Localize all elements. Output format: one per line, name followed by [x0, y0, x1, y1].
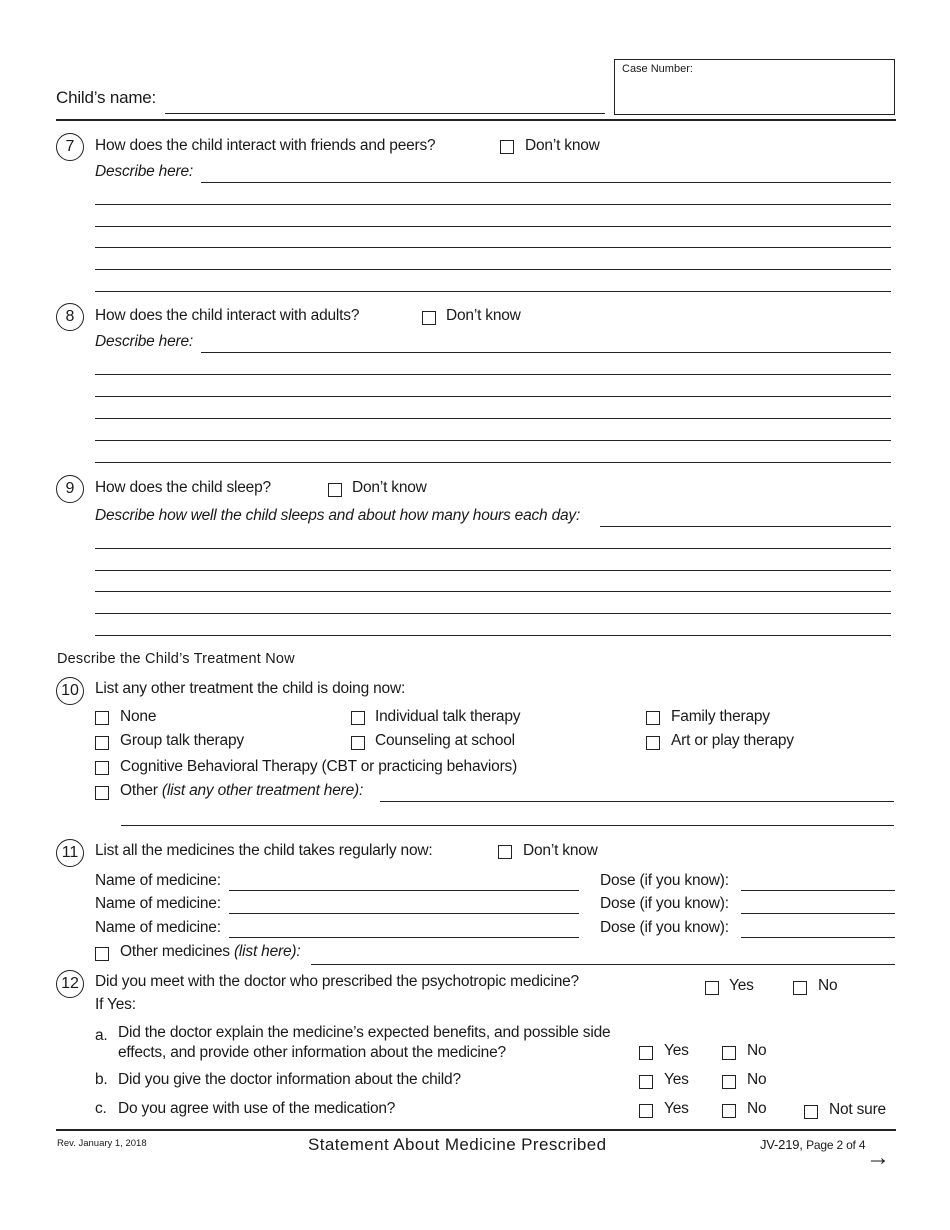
q10-art-checkbox[interactable]	[646, 736, 660, 750]
q11-other-meds-field[interactable]	[311, 964, 895, 965]
q12c-letter: c.	[95, 1100, 107, 1117]
q9-dont-know-label: Don’t know	[352, 479, 427, 496]
q10-other-line[interactable]	[380, 801, 894, 802]
question-10-number: 10	[56, 677, 84, 705]
q11-medicine-field[interactable]	[229, 913, 579, 914]
next-page-arrow-icon: →	[866, 1144, 890, 1171]
q7-answer-line[interactable]	[95, 204, 891, 205]
q12b-text: Did you give the doctor information about the child?	[118, 1071, 461, 1088]
footer-form-id	[760, 1137, 865, 1152]
q12b-no-checkbox[interactable]	[722, 1075, 736, 1089]
question-12-text: Did you meet with the doctor who prescribed the psychotropic medicine?	[95, 973, 579, 990]
q10-none-label: None	[120, 708, 157, 725]
q11-other-meds-checkbox[interactable]	[95, 947, 109, 961]
q9-answer-line[interactable]	[95, 570, 891, 571]
question-9-number: 9	[56, 475, 84, 503]
q7-answer-line[interactable]	[95, 269, 891, 270]
q12-if-yes-label: If Yes:	[95, 996, 136, 1013]
q10-individual-label: Individual talk therapy	[375, 708, 521, 725]
question-7-text: How does the child interact with friends and peers?	[95, 137, 436, 154]
q7-answer-line[interactable]	[95, 226, 891, 227]
question-12-number: 12	[56, 970, 84, 998]
q9-describe-label: Describe how well the child sleeps and about how many hours each day:	[95, 507, 581, 524]
q11-dose-label: Dose (if you know):	[600, 919, 729, 936]
q11-dose-label: Dose (if you know):	[600, 872, 729, 889]
footer-form-number: JV-219,	[760, 1137, 803, 1152]
q12c-text: Do you agree with use of the medication?	[118, 1100, 396, 1117]
case-number-label: Case Number:	[622, 63, 693, 75]
q10-counseling-label: Counseling at school	[375, 732, 515, 749]
question-9-text: How does the child sleep?	[95, 479, 271, 496]
q12c-yes-checkbox[interactable]	[639, 1104, 653, 1118]
footer-title: Statement About Medicine Prescribed	[308, 1135, 607, 1154]
q12a-text-line1: Did the doctor explain the medicine’s expected benefits, and possible side	[118, 1024, 611, 1041]
q12c-no-checkbox[interactable]	[722, 1104, 736, 1118]
q8-answer-line[interactable]	[95, 396, 891, 397]
case-number-box[interactable]	[614, 59, 895, 115]
q8-answer-line[interactable]	[95, 374, 891, 375]
q12a-text-line2: effects, and provide other information about the medicine?	[118, 1044, 506, 1061]
childs-name-field[interactable]	[165, 113, 605, 114]
q11-dose-field[interactable]	[741, 913, 895, 914]
q7-answer-line[interactable]	[201, 182, 891, 183]
q10-other-text: Other	[120, 782, 158, 799]
q8-dont-know-checkbox[interactable]	[422, 311, 436, 325]
q10-group-label: Group talk therapy	[120, 732, 244, 749]
q11-dont-know-checkbox[interactable]	[498, 845, 512, 859]
q9-answer-line[interactable]	[95, 613, 891, 614]
q8-answer-line[interactable]	[95, 440, 891, 441]
q10-group-checkbox[interactable]	[95, 736, 109, 750]
q12c-no-label: No	[747, 1100, 767, 1117]
q8-describe-label: Describe here:	[95, 333, 193, 350]
q11-medicine-label: Name of medicine:	[95, 919, 221, 936]
q7-dont-know-label: Don’t know	[525, 137, 600, 154]
footer-revision: Rev. January 1, 2018	[57, 1138, 147, 1149]
q12a-yes-checkbox[interactable]	[639, 1046, 653, 1060]
q12a-no-label: No	[747, 1042, 767, 1059]
q12b-no-label: No	[747, 1071, 767, 1088]
q8-answer-line[interactable]	[95, 462, 891, 463]
q7-dont-know-checkbox[interactable]	[500, 140, 514, 154]
q7-answer-line[interactable]	[95, 247, 891, 248]
q10-none-checkbox[interactable]	[95, 711, 109, 725]
q12-yes-checkbox[interactable]	[705, 981, 719, 995]
section-title: Describe the Child’s Treatment Now	[57, 651, 295, 667]
q9-answer-line[interactable]	[95, 548, 891, 549]
q10-other-checkbox[interactable]	[95, 786, 109, 800]
q12c-not-sure-checkbox[interactable]	[804, 1105, 818, 1119]
q11-other-meds-hint: (list here):	[233, 943, 301, 960]
footer-page-number: Page 2 of 4	[806, 1138, 866, 1152]
q12c-yes-label: Yes	[664, 1100, 689, 1117]
q12c-not-sure-label: Not sure	[829, 1101, 886, 1118]
q11-medicine-field[interactable]	[229, 937, 579, 938]
q12a-no-checkbox[interactable]	[722, 1046, 736, 1060]
q10-individual-checkbox[interactable]	[351, 711, 365, 725]
question-8-text: How does the child interact with adults?	[95, 307, 360, 324]
header-rule	[56, 119, 896, 121]
q11-medicine-label: Name of medicine:	[95, 895, 221, 912]
q7-describe-label: Describe here:	[95, 163, 193, 180]
q8-answer-line[interactable]	[201, 352, 891, 353]
q9-dont-know-checkbox[interactable]	[328, 483, 342, 497]
q11-medicine-label: Name of medicine:	[95, 872, 221, 889]
footer-rule	[56, 1129, 896, 1131]
question-11-number: 11	[56, 839, 84, 867]
q10-art-label: Art or play therapy	[671, 732, 794, 749]
q12-no-checkbox[interactable]	[793, 981, 807, 995]
q11-other-meds-label	[120, 943, 300, 961]
q10-counseling-checkbox[interactable]	[351, 736, 365, 750]
q10-family-label: Family therapy	[671, 708, 770, 725]
question-8-number: 8	[56, 303, 84, 331]
q12-yes-label: Yes	[729, 977, 754, 994]
q12a-letter: a.	[95, 1027, 108, 1044]
q10-cbt-label: Cognitive Behavioral Therapy (CBT or practicing behaviors)	[120, 758, 518, 775]
q8-answer-line[interactable]	[95, 418, 891, 419]
q12-no-label: No	[818, 977, 838, 994]
question-7-number: 7	[56, 133, 84, 161]
q12b-yes-label: Yes	[664, 1071, 689, 1088]
q9-answer-line[interactable]	[95, 635, 891, 636]
q11-dose-field[interactable]	[741, 937, 895, 938]
q11-other-meds-text: Other medicines	[120, 943, 230, 960]
q10-other-label	[120, 782, 363, 800]
question-11-text: List all the medicines the child takes regularly now:	[95, 842, 433, 859]
q10-cbt-checkbox[interactable]	[95, 761, 109, 775]
q10-other-hint: (list any other treatment here):	[161, 782, 364, 799]
q12b-letter: b.	[95, 1071, 108, 1088]
q11-dont-know-label: Don’t know	[523, 842, 598, 859]
q11-dose-field[interactable]	[741, 890, 895, 891]
q10-family-checkbox[interactable]	[646, 711, 660, 725]
q7-answer-line[interactable]	[95, 291, 891, 292]
question-10-text: List any other treatment the child is doing now:	[95, 680, 406, 697]
q12a-yes-label: Yes	[664, 1042, 689, 1059]
q9-answer-line[interactable]	[600, 526, 891, 527]
q11-dose-label: Dose (if you know):	[600, 895, 729, 912]
q12b-yes-checkbox[interactable]	[639, 1075, 653, 1089]
childs-name-label: Child’s name:	[56, 88, 157, 107]
q11-medicine-field[interactable]	[229, 890, 579, 891]
q8-dont-know-label: Don’t know	[446, 307, 521, 324]
q10-other-line[interactable]	[121, 825, 894, 826]
q9-answer-line[interactable]	[95, 591, 891, 592]
